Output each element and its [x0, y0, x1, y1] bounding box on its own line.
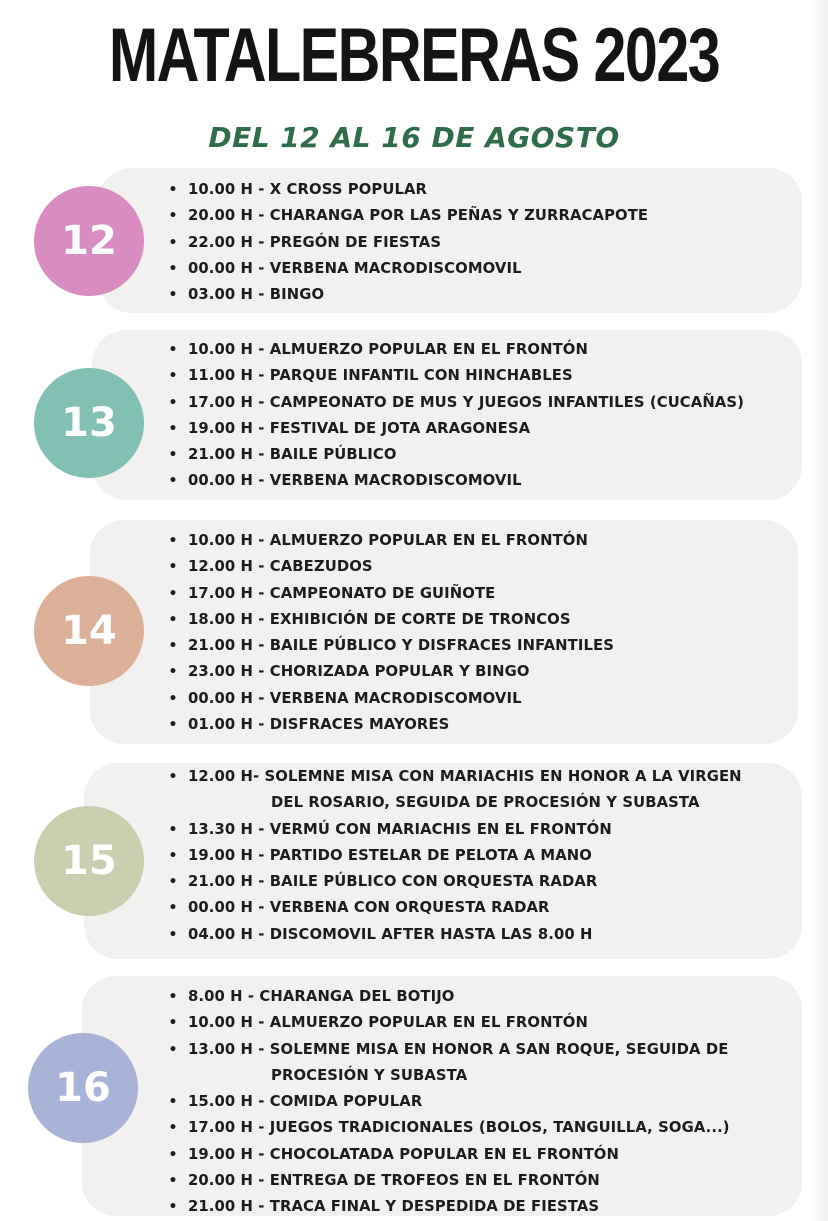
event-item [166, 337, 744, 363]
event-separator: - [253, 259, 270, 277]
event-list-15 [166, 764, 742, 948]
event-text: VERMÚ CON MARIACHIS EN EL FRONTÓN [269, 820, 612, 838]
event-item [166, 1194, 730, 1220]
event-item [166, 230, 648, 256]
event-item [166, 468, 744, 494]
event-separator: - [253, 1172, 270, 1190]
bullet-icon: • [168, 394, 178, 411]
event-separator: - [253, 341, 270, 358]
bullet-icon: • [168, 769, 178, 785]
event-text: VERBENA CON ORQUESTA RADAR [269, 899, 550, 917]
event-separator: - [253, 768, 265, 785]
day-badge-14: 14 [34, 576, 144, 686]
event-text: BAILE PÚBLICO Y DISFRACES INFANTILES [269, 637, 614, 655]
event-text: ALMUERZO POPULAR EN EL FRONTÓN [269, 341, 588, 358]
event-separator: - [253, 663, 270, 681]
event-text: BAILE PÚBLICO [269, 446, 397, 464]
event-text: VERBENA MACRODISCOMOVIL [269, 472, 522, 490]
event-time: 18.00 H [188, 610, 254, 628]
event-text: ENTREGA DE TROFEOS EN EL FRONTÓN [269, 1172, 600, 1190]
event-time: 17.00 H [188, 1119, 254, 1137]
event-time: 21.00 H [188, 446, 254, 464]
event-text: CHOCOLATADA POPULAR EN EL FRONTÓN [269, 1145, 619, 1163]
day-badge-12: 12 [34, 186, 144, 296]
event-item [166, 984, 730, 1010]
event-time: 19.00 H [188, 419, 254, 437]
event-text: VERBENA MACRODISCOMOVIL [269, 259, 522, 277]
event-separator: - [253, 1145, 270, 1163]
event-separator: - [253, 716, 270, 734]
event-text: CAMPEONATO DE MUS Y JUEGOS INFANTILES (CUCAÑAS) [269, 393, 744, 411]
event-text: TRACA FINAL Y DESPEDIDA DE FIESTAS [269, 1198, 600, 1216]
bullet-icon: • [168, 182, 178, 198]
event-text: PARQUE INFANTIL CON HINCHABLES [269, 367, 573, 385]
event-time: 13.30 H [188, 820, 254, 838]
event-separator: - [253, 472, 270, 490]
bullet-icon: • [168, 1094, 178, 1111]
event-item [166, 817, 742, 843]
event-item [166, 607, 614, 633]
event-item [166, 1115, 730, 1141]
event-text: X CROSS POPULAR [269, 181, 428, 198]
event-text: EXHIBICIÓN DE CORTE DE TRONCOS [269, 610, 571, 628]
event-item [166, 764, 742, 790]
bullet-icon: • [168, 611, 178, 628]
event-separator: - [253, 899, 270, 917]
event-text: BAILE PÚBLICO CON ORQUESTA RADAR [269, 873, 598, 891]
event-time: 22.00 H [188, 233, 254, 251]
event-text: DISCOMOVIL AFTER HASTA LAS 8.00 H [269, 925, 593, 943]
bullet-icon: • [168, 368, 178, 385]
bullet-icon: • [168, 260, 178, 277]
event-time: 11.00 H [188, 367, 254, 385]
event-text: PREGÓN DE FIESTAS [269, 233, 442, 251]
event-item [166, 895, 742, 921]
event-text: BINGO [269, 286, 325, 304]
event-time: 00.00 H [188, 689, 254, 707]
bullet-icon: • [168, 420, 178, 437]
event-separator: - [253, 1119, 270, 1137]
event-separator: - [253, 637, 270, 655]
event-time: 13.00 H [188, 1040, 254, 1058]
event-separator: - [253, 446, 270, 464]
bullet-icon: • [168, 874, 178, 891]
event-item [166, 686, 614, 712]
event-time: 21.00 H [188, 1198, 254, 1216]
event-separator: - [253, 181, 270, 198]
event-separator: - [253, 1040, 270, 1058]
event-text: SOLEMNE MISA CON MARIACHIS EN HONOR A LA VIRGEN [264, 768, 742, 785]
event-item [166, 554, 614, 580]
event-text: CAMPEONATO DE GUIÑOTE [269, 584, 496, 602]
bullet-icon: • [168, 989, 178, 1005]
event-separator: - [253, 1198, 270, 1216]
event-text: VERBENA MACRODISCOMOVIL [269, 689, 522, 707]
event-item [166, 416, 744, 442]
bullet-icon: • [168, 926, 178, 943]
bullet-icon: • [168, 1146, 178, 1163]
bullet-icon: • [168, 821, 178, 838]
event-text: CABEZUDOS [269, 558, 373, 576]
bullet-icon: • [168, 234, 178, 251]
event-item [166, 177, 648, 203]
event-time: 04.00 H [188, 925, 254, 943]
event-separator: - [253, 207, 270, 225]
event-time: 20.00 H [188, 207, 254, 225]
event-time: 21.00 H [188, 873, 254, 891]
bullet-icon: • [168, 585, 178, 602]
event-item-continuation: PROCESIÓN Y SUBASTA [271, 1066, 468, 1084]
event-separator: - [253, 689, 270, 707]
event-time: 8.00 H [188, 988, 243, 1005]
event-separator: - [253, 233, 270, 251]
bullet-icon: • [168, 1015, 178, 1032]
bullet-icon: • [168, 342, 178, 358]
event-separator: - [253, 820, 270, 838]
event-time: 01.00 H [188, 716, 254, 734]
event-separator: - [253, 846, 270, 864]
event-text: CHORIZADA POPULAR Y BINGO [269, 663, 530, 681]
event-time: 17.00 H [188, 584, 254, 602]
event-item [166, 581, 614, 607]
day-badge-16: 16 [28, 1033, 138, 1143]
event-item [166, 659, 614, 685]
event-time: 12.00 H [188, 768, 254, 785]
event-separator: - [253, 393, 270, 411]
event-time: 20.00 H [188, 1172, 254, 1190]
event-time: 19.00 H [188, 1145, 254, 1163]
event-item [166, 869, 742, 895]
event-text: CHARANGA POR LAS PEÑAS Y ZURRACAPOTE [269, 207, 649, 225]
bullet-icon: • [168, 690, 178, 707]
day-badge-13: 13 [34, 368, 144, 478]
event-item [166, 1089, 730, 1115]
event-list-12 [166, 177, 648, 308]
event-separator: - [253, 873, 270, 891]
bullet-icon: • [168, 1199, 178, 1216]
poster-title: MATALEBRERAS 2023 [108, 13, 720, 98]
event-separator: - [253, 584, 270, 602]
event-item [166, 922, 742, 948]
event-text: DISFRACES MAYORES [269, 716, 450, 734]
event-item [166, 390, 744, 416]
event-item [166, 528, 614, 554]
edge-shade [810, 0, 828, 1221]
event-time: 10.00 H [188, 181, 254, 198]
event-separator: - [253, 286, 270, 304]
event-time: 10.00 H [188, 532, 254, 549]
event-item [166, 1168, 730, 1194]
event-separator: - [242, 988, 260, 1005]
event-item [166, 363, 744, 389]
bullet-icon: • [168, 287, 178, 304]
event-separator: - [253, 558, 270, 576]
event-item [166, 843, 742, 869]
event-item-continuation: DEL ROSARIO, SEGUIDA DE PROCESIÓN Y SUBASTA [271, 794, 700, 812]
bullet-icon: • [168, 638, 178, 655]
event-separator: - [253, 532, 270, 549]
event-separator: - [253, 1014, 270, 1032]
event-separator: - [253, 367, 270, 385]
poster-subtitle: DEL 12 AL 16 DE AGOSTO [208, 121, 620, 154]
event-text: JUEGOS TRADICIONALES (BOLOS, TANGUILLA, SOGA...) [269, 1119, 730, 1137]
bullet-icon: • [168, 664, 178, 681]
event-time: 17.00 H [188, 393, 254, 411]
event-time: 21.00 H [188, 637, 254, 655]
event-time: 19.00 H [188, 846, 254, 864]
bullet-icon: • [168, 473, 178, 490]
bullet-icon: • [168, 1173, 178, 1190]
event-item [166, 203, 648, 229]
event-time: 10.00 H [188, 341, 254, 358]
bullet-icon: • [168, 717, 178, 734]
event-item [166, 256, 648, 282]
event-time: 00.00 H [188, 472, 254, 490]
event-separator: - [253, 419, 270, 437]
bullet-icon: • [168, 447, 178, 464]
event-list-16 [166, 984, 730, 1221]
bullet-icon: • [168, 208, 178, 225]
event-separator: - [253, 925, 270, 943]
event-item [166, 1142, 730, 1168]
event-item [166, 282, 648, 308]
event-text: FESTIVAL DE JOTA ARAGONESA [269, 419, 531, 437]
event-item [166, 442, 744, 468]
event-item [166, 1037, 730, 1063]
event-text: ALMUERZO POPULAR EN EL FRONTÓN [269, 1014, 588, 1032]
bullet-icon: • [168, 1120, 178, 1137]
event-time: 12.00 H [188, 558, 254, 576]
event-time: 00.00 H [188, 899, 254, 917]
bullet-icon: • [168, 847, 178, 864]
event-time: 15.00 H [188, 1093, 254, 1111]
event-separator: - [253, 610, 270, 628]
event-text: SOLEMNE MISA EN HONOR A SAN ROQUE, SEGUIDA DE [269, 1040, 729, 1058]
event-text: CHARANGA DEL BOTIJO [259, 988, 455, 1005]
event-text: PARTIDO ESTELAR DE PELOTA A MANO [269, 846, 592, 864]
bullet-icon: • [168, 533, 178, 549]
event-time: 00.00 H [188, 259, 254, 277]
bullet-icon: • [168, 1041, 178, 1058]
event-item [166, 712, 614, 738]
event-text: ALMUERZO POPULAR EN EL FRONTÓN [269, 532, 588, 549]
day-badge-15: 15 [34, 806, 144, 916]
event-list-14 [166, 528, 614, 738]
event-time: 10.00 H [188, 1014, 254, 1032]
bullet-icon: • [168, 559, 178, 576]
event-list-13 [166, 337, 744, 495]
event-time: 03.00 H [188, 286, 254, 304]
event-time: 23.00 H [188, 663, 254, 681]
event-separator: - [253, 1093, 270, 1111]
event-item [166, 1010, 730, 1036]
event-text: COMIDA POPULAR [269, 1093, 423, 1111]
event-item [166, 633, 614, 659]
bullet-icon: • [168, 900, 178, 917]
